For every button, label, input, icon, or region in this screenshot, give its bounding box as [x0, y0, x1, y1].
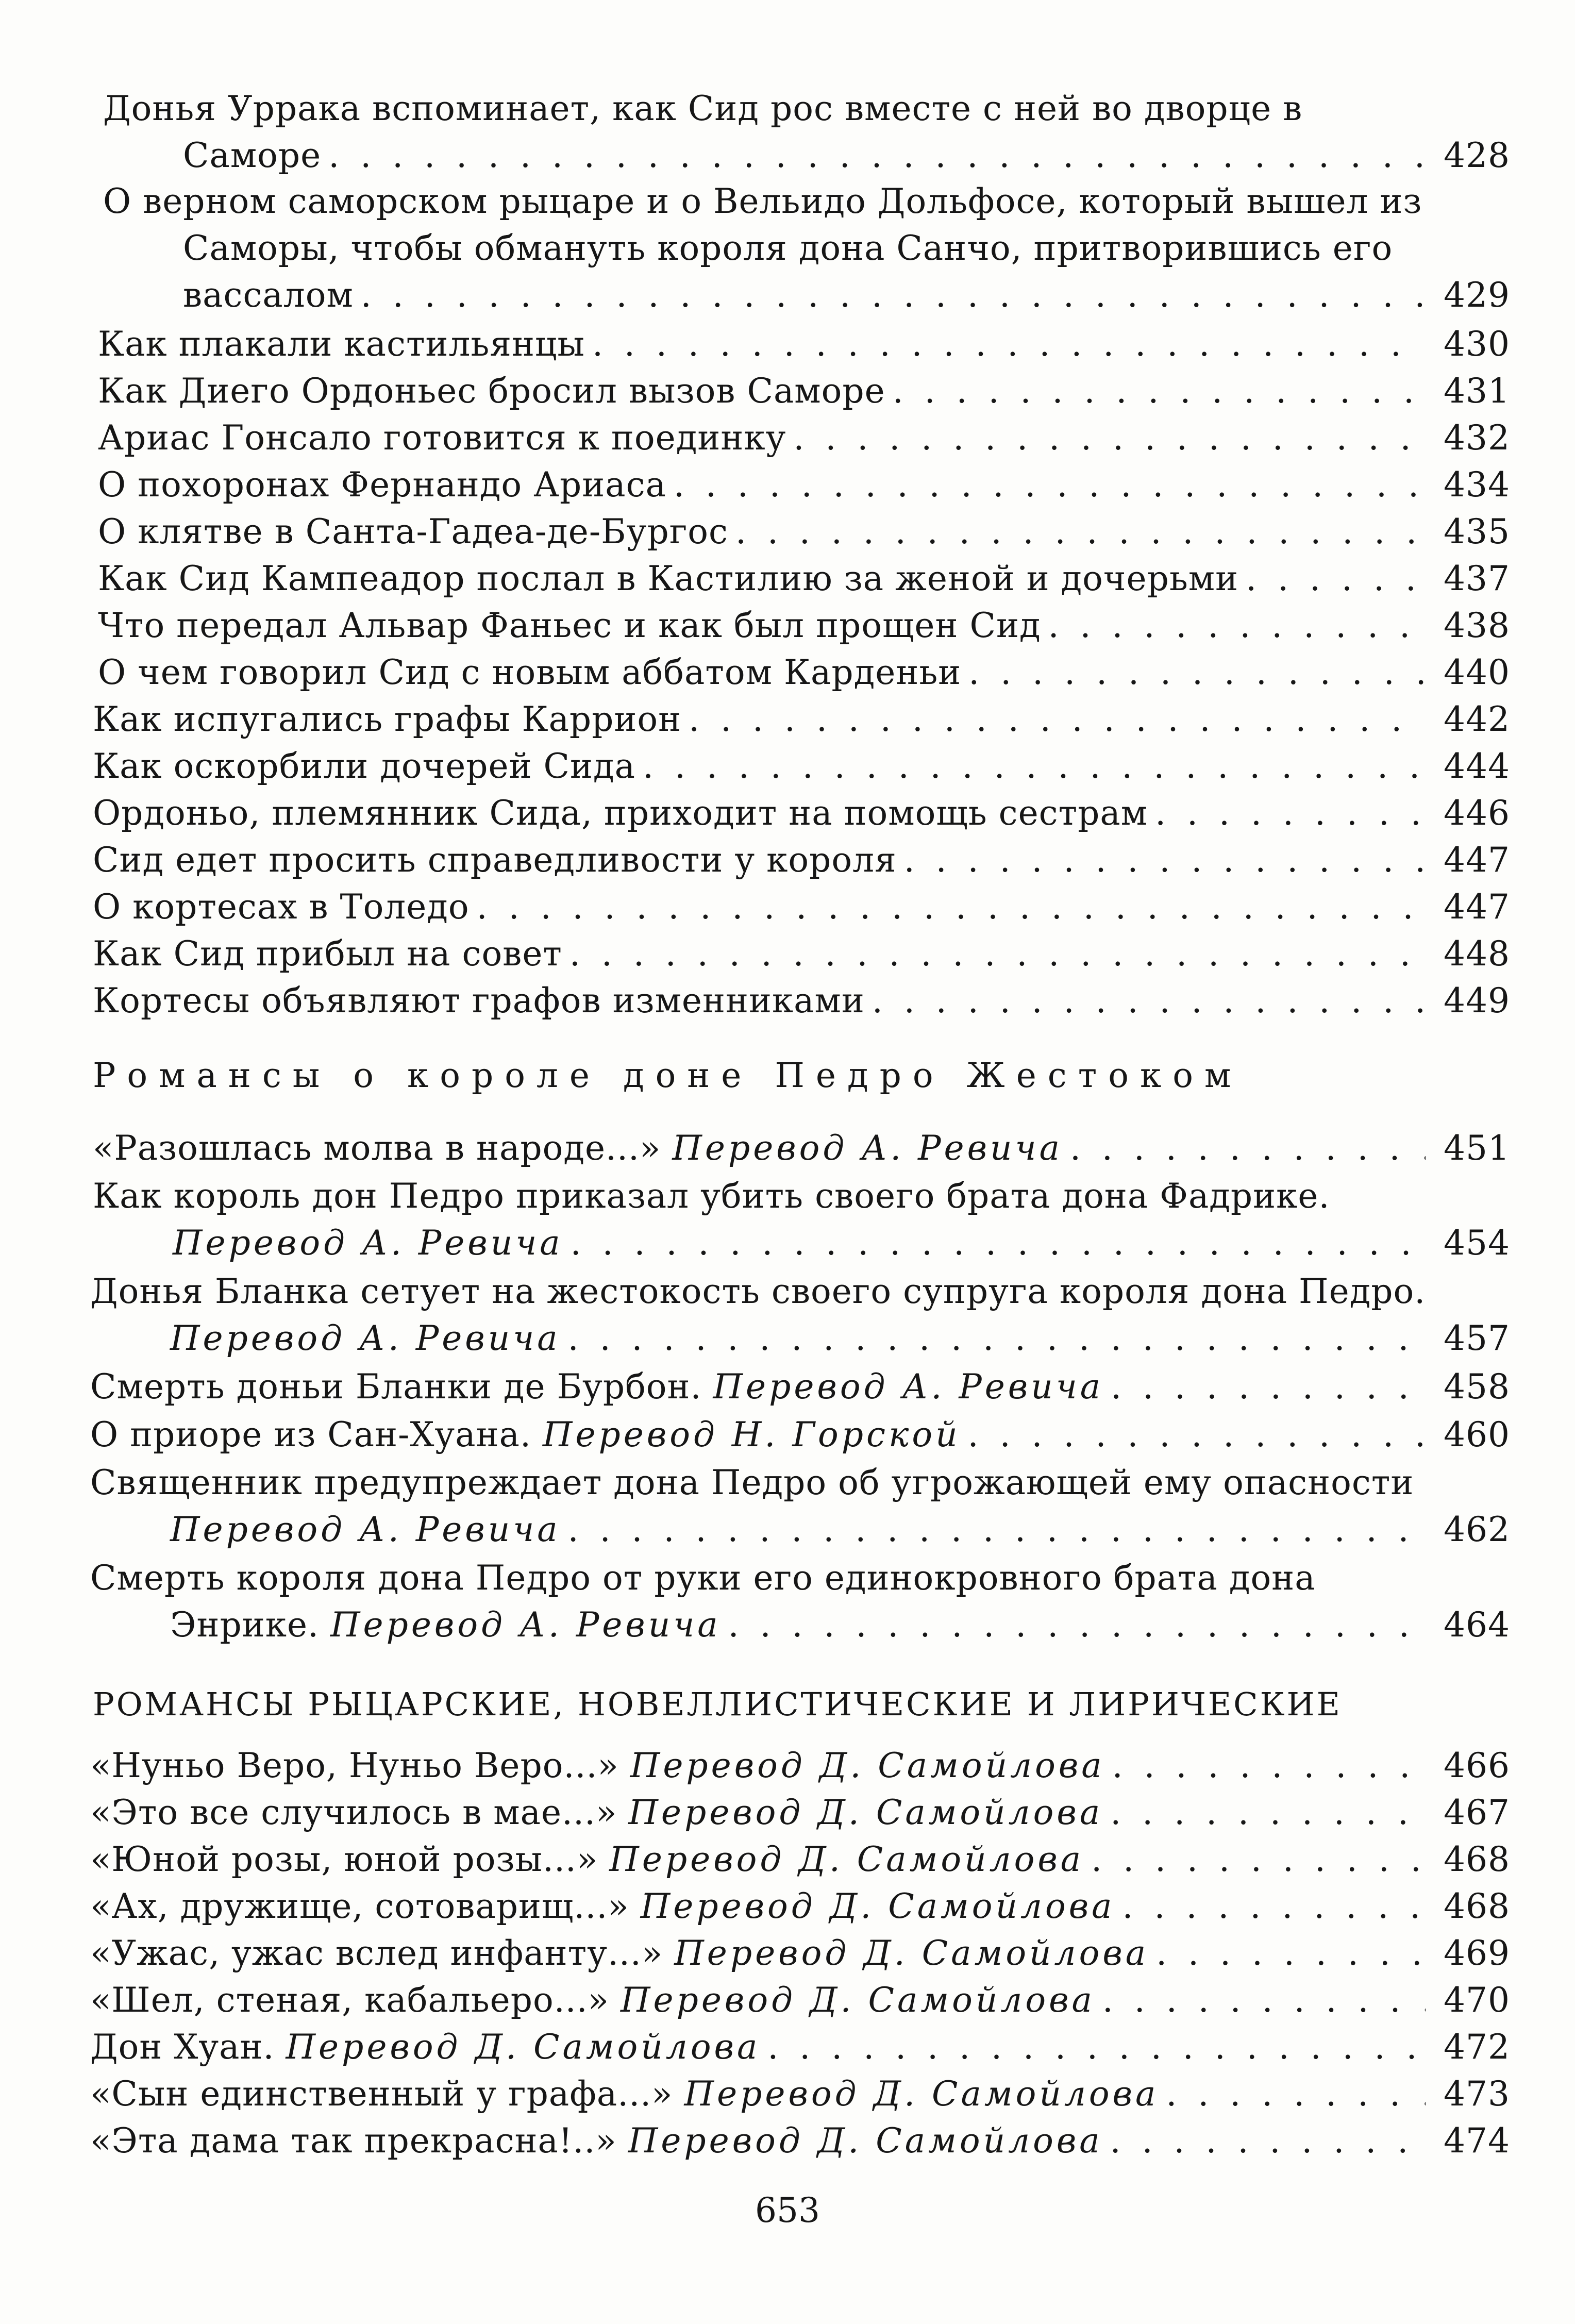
toc-entry[interactable] — [93, 1125, 1510, 1172]
toc-entry[interactable] — [90, 1836, 1510, 1883]
page-number: 473 — [1444, 2074, 1510, 2114]
dot-leader — [893, 367, 1426, 414]
dot-leader — [592, 321, 1426, 367]
page-number: 430 — [1444, 324, 1510, 364]
dot-leader — [1111, 1363, 1426, 1410]
dot-leader — [1110, 2117, 1426, 2164]
dot-leader — [569, 930, 1426, 977]
section-heading: РОМАНСЫ РЫЦАРСКИЕ, НОВЕЛЛИСТИЧЕСКИЕ И ЛИРИЧЕСКИЕ — [93, 1685, 1342, 1723]
translator-credit: Перевод Д. Самойлова — [621, 1980, 1095, 2020]
toc-entry[interactable] — [90, 1977, 1510, 2024]
page-number: 454 — [1444, 1223, 1510, 1263]
dot-leader — [1070, 1125, 1426, 1172]
entry-title: «Шел, стеная, кабальеро...» — [90, 1980, 610, 2020]
page-number: 466 — [1444, 1746, 1510, 1785]
page-number: 449 — [1444, 981, 1510, 1021]
page-number: 460 — [1444, 1415, 1510, 1454]
translator-credit: Перевод Д. Самойлова — [674, 1933, 1149, 1973]
page-number: 469 — [1444, 1933, 1510, 1973]
entry-title: «Разошлась молва в народе...» — [93, 1128, 661, 1168]
entry-title: О приоре из Сан-Хуана. — [90, 1415, 531, 1454]
page-number: 457 — [1444, 1318, 1510, 1358]
entry-title: «Ужас, ужас вслед инфанту...» — [90, 1933, 663, 1973]
entry-title: Как Сид прибыл на совет — [93, 934, 562, 974]
entry-title: «Эта дама так прекрасна!..» — [90, 2121, 617, 2161]
page-number: 428 — [1444, 136, 1510, 175]
page-number: 464 — [1444, 1605, 1510, 1645]
entry-title-line: Саморы, чтобы обмануть короля дона Санчо, притворившись его — [183, 228, 1393, 268]
toc-entry[interactable] — [103, 85, 1510, 179]
toc-entry[interactable] — [98, 461, 1510, 508]
entry-title-line: Энрике. — [170, 1605, 320, 1645]
entry-title-line: вассалом — [183, 275, 354, 315]
entry-title: «Это все случилось в мае...» — [90, 1793, 617, 1832]
page-number: 474 — [1444, 2121, 1510, 2161]
page-number: 432 — [1444, 418, 1510, 458]
toc-entry[interactable] — [93, 837, 1510, 883]
toc-entry[interactable] — [98, 649, 1510, 696]
toc-entry[interactable] — [90, 1930, 1510, 1977]
entry-title: «Ах, дружище, сотоварищ...» — [90, 1886, 629, 1926]
dot-leader — [1112, 1742, 1426, 1789]
dot-leader — [643, 743, 1426, 790]
toc-entry[interactable] — [98, 321, 1510, 367]
translator-credit: Перевод А. Ревича — [173, 1223, 563, 1263]
dot-leader — [571, 1219, 1426, 1266]
entry-title: Как оскорбили дочерей Сида — [93, 746, 636, 786]
page-number: 472 — [1444, 2027, 1510, 2067]
page-number: 447 — [1444, 887, 1510, 927]
toc-entry[interactable] — [90, 1411, 1510, 1458]
toc-entry[interactable] — [98, 508, 1510, 555]
toc-entry[interactable] — [93, 930, 1510, 977]
page-number: 438 — [1444, 606, 1510, 645]
toc-entry[interactable] — [90, 1789, 1510, 1836]
translator-credit: Перевод А. Ревича — [672, 1128, 1063, 1168]
toc-entry[interactable] — [90, 1883, 1510, 1930]
translator-credit: Перевод А. Ревича — [170, 1318, 561, 1358]
translator-credit: Перевод Д. Самойлова — [628, 2121, 1103, 2161]
toc-entry[interactable] — [103, 178, 1510, 319]
entry-title-line: Саморе — [183, 136, 322, 175]
translator-credit: Перевод А. Ревича — [330, 1605, 721, 1645]
toc-entry[interactable] — [93, 883, 1510, 930]
entry-title: Смерть короля дона Педро от руки его единокровного брата дона — [90, 1558, 1316, 1598]
translator-credit: Перевод Д. Самойлова — [684, 2074, 1159, 2114]
toc-entry[interactable] — [93, 743, 1510, 790]
entry-title: «Юной розы, юной розы...» — [90, 1840, 598, 1879]
toc-entry[interactable] — [98, 555, 1510, 602]
page-number: 470 — [1444, 1980, 1510, 2020]
entry-title: «Сын единственный у графа...» — [90, 2074, 673, 2114]
entry-title: Как Сид Кампеадор послал в Кастилию за женой и дочерьми — [98, 559, 1239, 598]
page-number: 468 — [1444, 1886, 1510, 1926]
entry-title-line: О верном саморском рыцаре и о Вельидо Дольфосе, который вышел из — [103, 181, 1422, 221]
entry-title-line: Донья Уррака вспоминает, как Сид рос вместе с ней во дворце в — [103, 89, 1303, 128]
page-number: 462 — [1444, 1510, 1510, 1549]
page-number: 468 — [1444, 1840, 1510, 1879]
dot-leader — [689, 696, 1426, 743]
dot-leader — [328, 132, 1426, 179]
entry-title: Священник предупреждает дона Педро об угрожающей ему опасности — [90, 1463, 1414, 1502]
dot-leader — [872, 977, 1426, 1024]
page-number: 451 — [1444, 1128, 1510, 1168]
translator-credit: Перевод Н. Горской — [542, 1415, 961, 1454]
page-number: 446 — [1444, 793, 1510, 833]
section-heading: Романсы о короле доне Педро Жестоком — [93, 1056, 1243, 1095]
translator-credit: Перевод Д. Самойлова — [628, 1793, 1103, 1832]
page-number: 448 — [1444, 934, 1510, 974]
dot-leader — [767, 2024, 1426, 2070]
dot-leader — [904, 837, 1426, 883]
dot-leader — [968, 1411, 1426, 1458]
toc-entry[interactable] — [93, 790, 1510, 837]
page-number: 434 — [1444, 465, 1510, 505]
entry-title: Что передал Альвар Фаньес и как был прощен Сид — [98, 606, 1041, 645]
entry-title: Ариас Гонсало готовится к поединку — [98, 418, 786, 458]
dot-leader — [674, 461, 1426, 508]
toc-entry[interactable] — [90, 1363, 1510, 1410]
dot-leader — [1110, 1789, 1426, 1836]
dot-leader — [477, 883, 1426, 930]
toc-entry[interactable] — [90, 2117, 1510, 2164]
entry-title: О клятве в Санта-Гадеа-де-Бургос — [98, 512, 728, 551]
dot-leader — [793, 414, 1426, 461]
dot-leader — [728, 1601, 1426, 1648]
dot-leader — [568, 1315, 1426, 1362]
page-number: 442 — [1444, 699, 1510, 739]
toc-entry[interactable] — [90, 1268, 1510, 1362]
entry-title: Смерть доньи Бланки де Бурбон. — [90, 1367, 702, 1407]
dot-leader — [1102, 1977, 1426, 2024]
dot-leader — [1246, 555, 1426, 602]
translator-credit: Перевод А. Ревича — [170, 1510, 561, 1549]
translator-credit: Перевод Д. Самойлова — [630, 1746, 1105, 1785]
entry-title: Сид едет просить справедливости у короля — [93, 840, 897, 880]
translator-credit: Перевод Д. Самойлова — [609, 1840, 1084, 1879]
toc-entry[interactable] — [98, 602, 1510, 649]
toc-entry[interactable] — [90, 1459, 1510, 1553]
dot-leader — [1166, 2070, 1426, 2117]
toc-entry[interactable] — [98, 367, 1510, 414]
entry-title: Как испугались графы Каррион — [93, 699, 682, 739]
entry-title: «Нуньо Веро, Нуньо Веро...» — [90, 1746, 619, 1785]
dot-leader — [568, 1506, 1426, 1553]
entry-title: О похоронах Фернандо Ариаса — [98, 465, 666, 505]
toc-entry[interactable] — [93, 1173, 1510, 1266]
entry-title: Как плакали кастильянцы — [98, 324, 585, 364]
translator-credit: Перевод Д. Самойлова — [640, 1886, 1115, 1926]
entry-title: Дон Хуан. — [90, 2027, 275, 2067]
dot-leader — [1155, 790, 1426, 837]
entry-title: О чем говорил Сид с новым аббатом Карденьи — [98, 653, 962, 692]
page-number: 431 — [1444, 371, 1510, 411]
dot-leader — [1091, 1836, 1426, 1883]
toc-entry[interactable] — [98, 414, 1510, 461]
entry-title: Как король дон Педро приказал убить своего брата дона Фадрике. — [93, 1176, 1330, 1216]
page-number: 440 — [1444, 653, 1510, 692]
entry-title: О кортесах в Толедо — [93, 887, 470, 927]
toc-entry[interactable] — [90, 2070, 1510, 2117]
dot-leader — [968, 649, 1426, 696]
entry-title: Донья Бланка сетует на жестокость своего супруга короля дона Педро. — [90, 1272, 1426, 1311]
dot-leader — [361, 272, 1426, 319]
page-number: 435 — [1444, 512, 1510, 551]
toc-entry[interactable] — [90, 1742, 1510, 1789]
page-number: 447 — [1444, 840, 1510, 880]
page-folio-number: 653 — [755, 2191, 820, 2230]
translator-credit: Перевод Д. Самойлова — [286, 2027, 761, 2067]
dot-leader — [735, 508, 1426, 555]
dot-leader — [1156, 1930, 1426, 1977]
translator-credit: Перевод А. Ревича — [713, 1367, 1104, 1407]
toc-entry[interactable] — [90, 2024, 1510, 2070]
toc-entry[interactable] — [93, 696, 1510, 743]
page-number: 444 — [1444, 746, 1510, 786]
entry-title: Кортесы объявляют графов изменниками — [93, 981, 865, 1021]
toc-entry[interactable] — [90, 1554, 1510, 1648]
page-number: 429 — [1444, 275, 1510, 315]
page-number: 437 — [1444, 559, 1510, 598]
entry-title: Как Диего Ордоньес бросил вызов Саморе — [98, 371, 885, 411]
entry-title: Ордоньо, племянник Сида, приходит на помощь сестрам — [93, 793, 1148, 833]
page-number: 467 — [1444, 1793, 1510, 1832]
dot-leader — [1048, 602, 1426, 649]
page-number: 458 — [1444, 1367, 1510, 1407]
toc-entry[interactable] — [93, 977, 1510, 1024]
dot-leader — [1122, 1883, 1426, 1930]
